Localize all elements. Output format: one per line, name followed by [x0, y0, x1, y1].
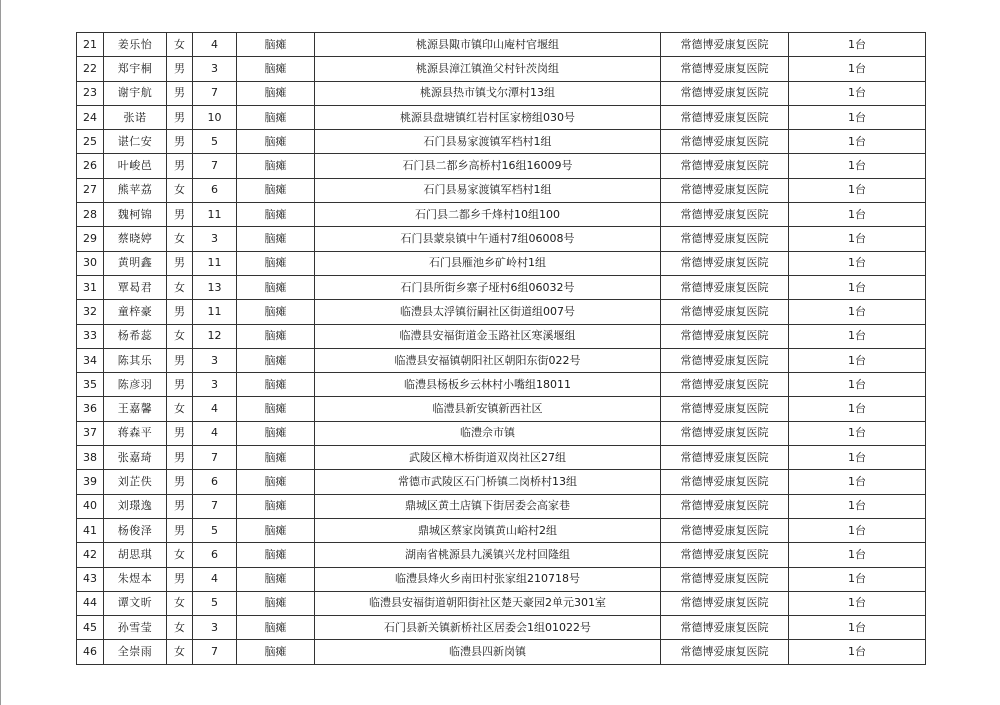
- quantity-cell: 1台: [789, 203, 926, 227]
- table-row: [77, 446, 926, 470]
- name-cell: 黄明鑫: [104, 251, 167, 275]
- row-number-cell: 44: [77, 591, 104, 615]
- name-cell: 叶峻邑: [104, 154, 167, 178]
- age-cell: 4: [193, 421, 237, 445]
- gender-cell: 男: [167, 81, 193, 105]
- diagnosis-cell: 脑瘫: [237, 591, 315, 615]
- row-number-cell: 40: [77, 494, 104, 518]
- address-cell: 石门县蒙泉镇中午通村7组06008号: [315, 227, 661, 251]
- address-cell: 石门县易家渡镇军档村1组: [315, 178, 661, 202]
- hospital-cell: 常德博爱康复医院: [661, 421, 789, 445]
- row-number-cell: 41: [77, 518, 104, 542]
- gender-cell: 女: [167, 178, 193, 202]
- row-number-cell: 21: [77, 33, 104, 57]
- table-row: [77, 348, 926, 372]
- gender-cell: 男: [167, 446, 193, 470]
- row-number-cell: 45: [77, 616, 104, 640]
- quantity-cell: 1台: [789, 348, 926, 372]
- hospital-cell: 常德博爱康复医院: [661, 57, 789, 81]
- age-cell: 3: [193, 373, 237, 397]
- diagnosis-cell: 脑瘫: [237, 154, 315, 178]
- hospital-cell: 常德博爱康复医院: [661, 373, 789, 397]
- diagnosis-cell: 脑瘫: [237, 446, 315, 470]
- quantity-cell: 1台: [789, 178, 926, 202]
- row-number-cell: 39: [77, 470, 104, 494]
- gender-cell: 男: [167, 300, 193, 324]
- row-number-cell: 29: [77, 227, 104, 251]
- name-cell: 刘芷佚: [104, 470, 167, 494]
- name-cell: 杨希蕊: [104, 324, 167, 348]
- quantity-cell: 1台: [789, 105, 926, 129]
- diagnosis-cell: 脑瘫: [237, 130, 315, 154]
- gender-cell: 男: [167, 130, 193, 154]
- hospital-cell: 常德博爱康复医院: [661, 33, 789, 57]
- gender-cell: 女: [167, 397, 193, 421]
- address-cell: 桃源县漳江镇渔父村针茨岗组: [315, 57, 661, 81]
- row-number-cell: 22: [77, 57, 104, 81]
- name-cell: 杨俊泽: [104, 518, 167, 542]
- address-cell: 临澧县杨板乡云林村小嘴组18011: [315, 373, 661, 397]
- hospital-cell: 常德博爱康复医院: [661, 300, 789, 324]
- diagnosis-cell: 脑瘫: [237, 616, 315, 640]
- address-cell: 临澧县太浮镇衍嗣社区街道组007号: [315, 300, 661, 324]
- hospital-cell: 常德博爱康复医院: [661, 591, 789, 615]
- row-number-cell: 32: [77, 300, 104, 324]
- address-cell: 石门县易家渡镇军档村1组: [315, 130, 661, 154]
- gender-cell: 男: [167, 373, 193, 397]
- quantity-cell: 1台: [789, 251, 926, 275]
- gender-cell: 女: [167, 543, 193, 567]
- row-number-cell: 43: [77, 567, 104, 591]
- address-cell: 桃源县盘塘镇红岩村匡家榜组030号: [315, 105, 661, 129]
- age-cell: 10: [193, 105, 237, 129]
- hospital-cell: 常德博爱康复医院: [661, 397, 789, 421]
- name-cell: 蔡晓婷: [104, 227, 167, 251]
- quantity-cell: 1台: [789, 494, 926, 518]
- page-edge-line: [0, 0, 1, 705]
- quantity-cell: 1台: [789, 275, 926, 299]
- diagnosis-cell: 脑瘫: [237, 57, 315, 81]
- age-cell: 13: [193, 275, 237, 299]
- table-row: [77, 421, 926, 445]
- row-number-cell: 23: [77, 81, 104, 105]
- address-cell: 临澧县烽火乡南田村张家组210718号: [315, 567, 661, 591]
- diagnosis-cell: 脑瘫: [237, 421, 315, 445]
- name-cell: 谌仁安: [104, 130, 167, 154]
- hospital-cell: 常德博爱康复医院: [661, 251, 789, 275]
- hospital-cell: 常德博爱康复医院: [661, 130, 789, 154]
- row-number-cell: 28: [77, 203, 104, 227]
- quantity-cell: 1台: [789, 640, 926, 664]
- name-cell: 魏柯锦: [104, 203, 167, 227]
- gender-cell: 男: [167, 421, 193, 445]
- hospital-cell: 常德博爱康复医院: [661, 324, 789, 348]
- row-number-cell: 37: [77, 421, 104, 445]
- table-row: [77, 251, 926, 275]
- hospital-cell: 常德博爱康复医院: [661, 178, 789, 202]
- quantity-cell: 1台: [789, 591, 926, 615]
- age-cell: 4: [193, 397, 237, 421]
- row-number-cell: 46: [77, 640, 104, 664]
- row-number-cell: 26: [77, 154, 104, 178]
- table-row: [77, 130, 926, 154]
- row-number-cell: 33: [77, 324, 104, 348]
- age-cell: 5: [193, 130, 237, 154]
- address-cell: 石门县新关镇新桥社区居委会1组01022号: [315, 616, 661, 640]
- quantity-cell: 1台: [789, 154, 926, 178]
- quantity-cell: 1台: [789, 33, 926, 57]
- name-cell: 张诺: [104, 105, 167, 129]
- gender-cell: 男: [167, 105, 193, 129]
- name-cell: 张嘉琦: [104, 446, 167, 470]
- gender-cell: 男: [167, 518, 193, 542]
- hospital-cell: 常德博爱康复医院: [661, 81, 789, 105]
- age-cell: 6: [193, 543, 237, 567]
- table-row: [77, 567, 926, 591]
- quantity-cell: 1台: [789, 470, 926, 494]
- hospital-cell: 常德博爱康复医院: [661, 203, 789, 227]
- table-row: [77, 178, 926, 202]
- gender-cell: 男: [167, 494, 193, 518]
- table-row: [77, 640, 926, 664]
- quantity-cell: 1台: [789, 543, 926, 567]
- name-cell: 刘璟逸: [104, 494, 167, 518]
- quantity-cell: 1台: [789, 130, 926, 154]
- table-body: [77, 33, 926, 665]
- address-cell: 武陵区樟木桥街道双岗社区27组: [315, 446, 661, 470]
- table-row: [77, 543, 926, 567]
- table-row: [77, 494, 926, 518]
- table-row: [77, 33, 926, 57]
- address-cell: 鼎城区黄土店镇下街居委会高家巷: [315, 494, 661, 518]
- name-cell: 郑宇桐: [104, 57, 167, 81]
- address-cell: 鼎城区蔡家岗镇黄山峪村2组: [315, 518, 661, 542]
- quantity-cell: 1台: [789, 397, 926, 421]
- gender-cell: 女: [167, 275, 193, 299]
- diagnosis-cell: 脑瘫: [237, 373, 315, 397]
- row-number-cell: 31: [77, 275, 104, 299]
- hospital-cell: 常德博爱康复医院: [661, 275, 789, 299]
- name-cell: 全崇雨: [104, 640, 167, 664]
- quantity-cell: 1台: [789, 227, 926, 251]
- row-number-cell: 34: [77, 348, 104, 372]
- name-cell: 胡思琪: [104, 543, 167, 567]
- table-row: [77, 616, 926, 640]
- table-row: [77, 300, 926, 324]
- diagnosis-cell: 脑瘫: [237, 33, 315, 57]
- age-cell: 3: [193, 348, 237, 372]
- row-number-cell: 42: [77, 543, 104, 567]
- table-row: [77, 81, 926, 105]
- hospital-cell: 常德博爱康复医院: [661, 616, 789, 640]
- diagnosis-cell: 脑瘫: [237, 203, 315, 227]
- hospital-cell: 常德博爱康复医院: [661, 105, 789, 129]
- address-cell: 临澧县四新岗镇: [315, 640, 661, 664]
- hospital-cell: 常德博爱康复医院: [661, 543, 789, 567]
- table-row: [77, 518, 926, 542]
- age-cell: 5: [193, 591, 237, 615]
- address-cell: 临澧县新安镇新西社区: [315, 397, 661, 421]
- table-row: [77, 154, 926, 178]
- gender-cell: 女: [167, 33, 193, 57]
- diagnosis-cell: 脑瘫: [237, 275, 315, 299]
- name-cell: 熊苹荔: [104, 178, 167, 202]
- age-cell: 6: [193, 470, 237, 494]
- quantity-cell: 1台: [789, 57, 926, 81]
- address-cell: 石门县所街乡寨子垭村6组06032号: [315, 275, 661, 299]
- gender-cell: 男: [167, 154, 193, 178]
- row-number-cell: 36: [77, 397, 104, 421]
- row-number-cell: 38: [77, 446, 104, 470]
- name-cell: 陈彦羽: [104, 373, 167, 397]
- address-cell: 临澧佘市镇: [315, 421, 661, 445]
- address-cell: 临澧县安福街道金玉路社区寒溪堰组: [315, 324, 661, 348]
- name-cell: 朱煜本: [104, 567, 167, 591]
- table-row: [77, 591, 926, 615]
- hospital-cell: 常德博爱康复医院: [661, 470, 789, 494]
- quantity-cell: 1台: [789, 616, 926, 640]
- diagnosis-cell: 脑瘫: [237, 81, 315, 105]
- table-row: [77, 57, 926, 81]
- age-cell: 11: [193, 203, 237, 227]
- diagnosis-cell: 脑瘫: [237, 324, 315, 348]
- name-cell: 谭文昕: [104, 591, 167, 615]
- table-row: [77, 373, 926, 397]
- quantity-cell: 1台: [789, 324, 926, 348]
- quantity-cell: 1台: [789, 300, 926, 324]
- row-number-cell: 27: [77, 178, 104, 202]
- hospital-cell: 常德博爱康复医院: [661, 348, 789, 372]
- address-cell: 常德市武陵区石门桥镇二岗桥村13组: [315, 470, 661, 494]
- diagnosis-cell: 脑瘫: [237, 251, 315, 275]
- row-number-cell: 25: [77, 130, 104, 154]
- hospital-cell: 常德博爱康复医院: [661, 227, 789, 251]
- age-cell: 11: [193, 251, 237, 275]
- table-row: [77, 324, 926, 348]
- address-cell: 临澧县安福街道朝阳街社区楚天豪园2单元301室: [315, 591, 661, 615]
- address-cell: 临澧县安福镇朝阳社区朝阳东街022号: [315, 348, 661, 372]
- address-cell: 湖南省桃源县九溪镇兴龙村回隆组: [315, 543, 661, 567]
- address-cell: 桃源县热市镇戈尔潭村13组: [315, 81, 661, 105]
- diagnosis-cell: 脑瘫: [237, 397, 315, 421]
- diagnosis-cell: 脑瘫: [237, 567, 315, 591]
- table-row: [77, 227, 926, 251]
- diagnosis-cell: 脑瘫: [237, 543, 315, 567]
- age-cell: 5: [193, 518, 237, 542]
- address-cell: 石门县二都乡千烽村10组100: [315, 203, 661, 227]
- age-cell: 3: [193, 616, 237, 640]
- gender-cell: 女: [167, 227, 193, 251]
- gender-cell: 男: [167, 203, 193, 227]
- gender-cell: 男: [167, 470, 193, 494]
- diagnosis-cell: 脑瘫: [237, 348, 315, 372]
- quantity-cell: 1台: [789, 373, 926, 397]
- name-cell: 陈其乐: [104, 348, 167, 372]
- beneficiary-table: [76, 32, 926, 665]
- diagnosis-cell: 脑瘫: [237, 300, 315, 324]
- row-number-cell: 30: [77, 251, 104, 275]
- diagnosis-cell: 脑瘫: [237, 227, 315, 251]
- quantity-cell: 1台: [789, 567, 926, 591]
- age-cell: 11: [193, 300, 237, 324]
- gender-cell: 女: [167, 324, 193, 348]
- row-number-cell: 35: [77, 373, 104, 397]
- table-row: [77, 275, 926, 299]
- age-cell: 4: [193, 567, 237, 591]
- gender-cell: 男: [167, 567, 193, 591]
- hospital-cell: 常德博爱康复医院: [661, 518, 789, 542]
- name-cell: 蒋森平: [104, 421, 167, 445]
- hospital-cell: 常德博爱康复医院: [661, 446, 789, 470]
- diagnosis-cell: 脑瘫: [237, 178, 315, 202]
- age-cell: 12: [193, 324, 237, 348]
- name-cell: 王嘉馨: [104, 397, 167, 421]
- diagnosis-cell: 脑瘫: [237, 470, 315, 494]
- age-cell: 7: [193, 640, 237, 664]
- name-cell: 童梓豪: [104, 300, 167, 324]
- name-cell: 孙雪莹: [104, 616, 167, 640]
- address-cell: 石门县二都乡高桥村16组16009号: [315, 154, 661, 178]
- table-row: [77, 470, 926, 494]
- address-cell: 桃源县陬市镇印山庵村官堰组: [315, 33, 661, 57]
- diagnosis-cell: 脑瘫: [237, 640, 315, 664]
- quantity-cell: 1台: [789, 421, 926, 445]
- hospital-cell: 常德博爱康复医院: [661, 154, 789, 178]
- age-cell: 6: [193, 178, 237, 202]
- gender-cell: 男: [167, 251, 193, 275]
- age-cell: 7: [193, 494, 237, 518]
- age-cell: 4: [193, 33, 237, 57]
- gender-cell: 男: [167, 348, 193, 372]
- hospital-cell: 常德博爱康复医院: [661, 494, 789, 518]
- quantity-cell: 1台: [789, 81, 926, 105]
- diagnosis-cell: 脑瘫: [237, 105, 315, 129]
- quantity-cell: 1台: [789, 518, 926, 542]
- age-cell: 7: [193, 446, 237, 470]
- hospital-cell: 常德博爱康复医院: [661, 640, 789, 664]
- age-cell: 3: [193, 57, 237, 81]
- gender-cell: 男: [167, 57, 193, 81]
- gender-cell: 女: [167, 640, 193, 664]
- name-cell: 姜乐怡: [104, 33, 167, 57]
- quantity-cell: 1台: [789, 446, 926, 470]
- age-cell: 7: [193, 81, 237, 105]
- gender-cell: 女: [167, 591, 193, 615]
- age-cell: 7: [193, 154, 237, 178]
- name-cell: 覃曷君: [104, 275, 167, 299]
- table-row: [77, 105, 926, 129]
- age-cell: 3: [193, 227, 237, 251]
- table-row: [77, 397, 926, 421]
- diagnosis-cell: 脑瘫: [237, 518, 315, 542]
- name-cell: 谢宇航: [104, 81, 167, 105]
- table-row: [77, 203, 926, 227]
- row-number-cell: 24: [77, 105, 104, 129]
- address-cell: 石门县雁池乡矿岭村1组: [315, 251, 661, 275]
- hospital-cell: 常德博爱康复医院: [661, 567, 789, 591]
- gender-cell: 女: [167, 616, 193, 640]
- diagnosis-cell: 脑瘫: [237, 494, 315, 518]
